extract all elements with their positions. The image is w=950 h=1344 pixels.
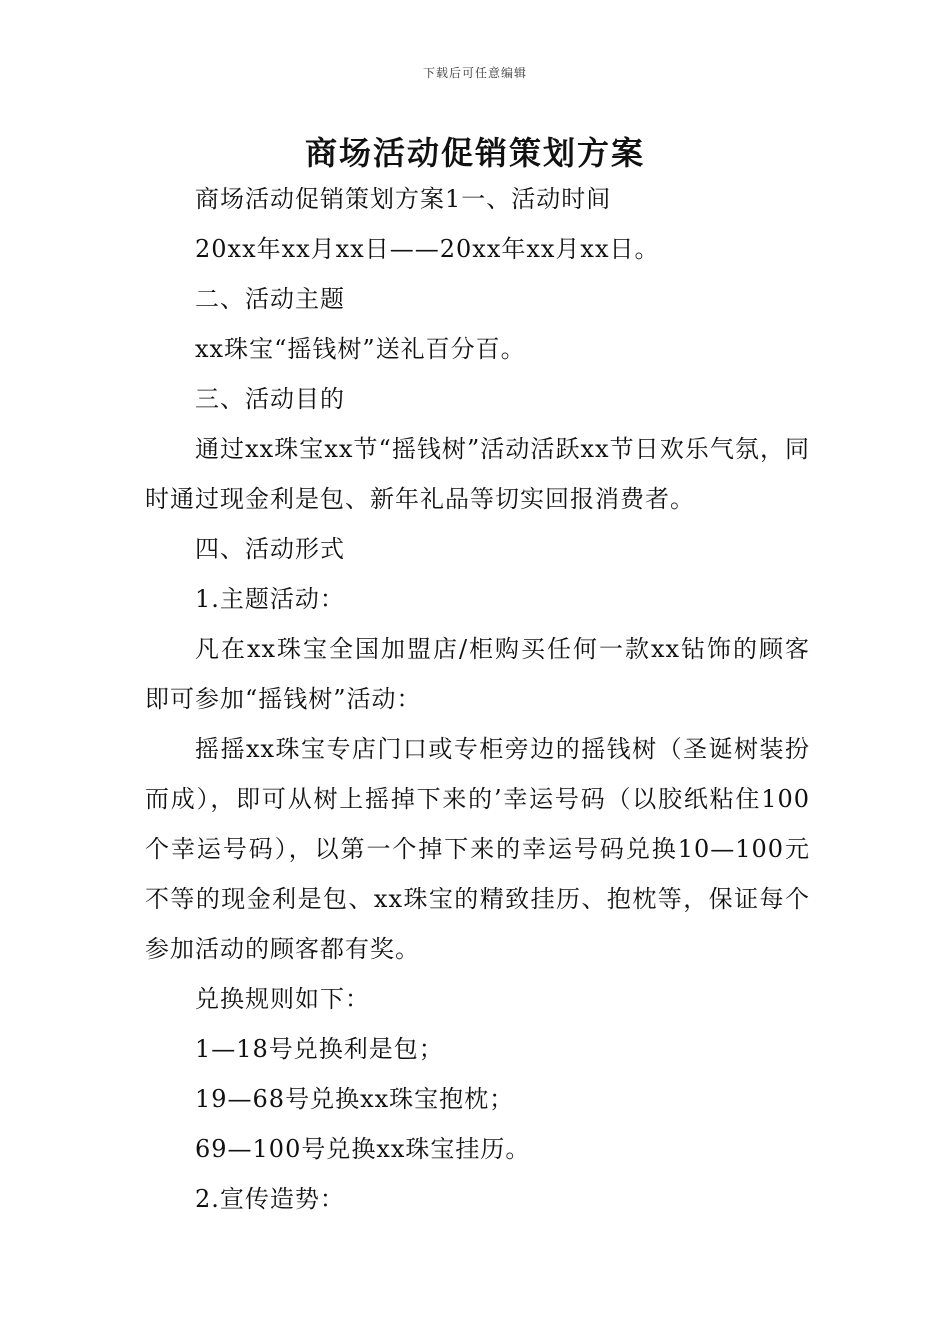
document-title: 商场活动促销策划方案 (304, 134, 645, 172)
paragraph-activity-description: 摇摇xx珠宝专店门口或专柜旁边的摇钱树（圣诞树装扮而成），即可从树上摇掉下来的’幸运号码（以胶纸粘住100个幸运号码），以第一个掉下来的幸运号码兑换10—100元不等的现金利是包、xx珠宝的精致挂历、抱枕等，保证每个参加活动的顾客都有奖。 (145, 735, 810, 963)
paragraph-activity-dates: 20xx年xx月xx日——20xx年xx月xx日。 (195, 235, 660, 263)
paragraph-exchange-rules-heading: 兑换规则如下： (195, 985, 370, 1013)
paragraph-rule-2: 19—68号兑换xx珠宝抱枕； (195, 1085, 515, 1113)
paragraph-theme-activity-heading: 1.主题活动： (195, 585, 345, 613)
paragraph-rule-3: 69—100号兑换xx珠宝挂历。 (195, 1135, 531, 1163)
page-header-note: 下载后可任意编辑 (422, 66, 527, 80)
paragraph-purpose-heading: 三、活动目的 (195, 385, 345, 413)
paragraph-format-heading: 四、活动形式 (195, 535, 345, 563)
document-body (145, 174, 810, 1224)
paragraph-activity-time-heading: 商场活动促销策划方案1一、活动时间 (195, 185, 612, 213)
paragraph-promotion-heading: 2.宣传造势： (195, 1185, 345, 1213)
paragraph-purpose-text: 通过xx珠宝xx节“摇钱树”活动活跃xx节日欢乐气氛，同时通过现金利是包、新年礼品等切实回报消费者。 (145, 435, 810, 513)
paragraph-theme-text: xx珠宝“摇钱树”送礼百分百。 (195, 335, 526, 363)
paragraph-eligibility-text: 凡在xx珠宝全国加盟店/柜购买任何一款xx钻饰的顾客即可参加“摇钱树”活动： (145, 635, 810, 713)
paragraph-rule-1: 1—18号兑换利是包； (195, 1035, 444, 1063)
paragraph-theme-heading: 二、活动主题 (195, 285, 345, 313)
